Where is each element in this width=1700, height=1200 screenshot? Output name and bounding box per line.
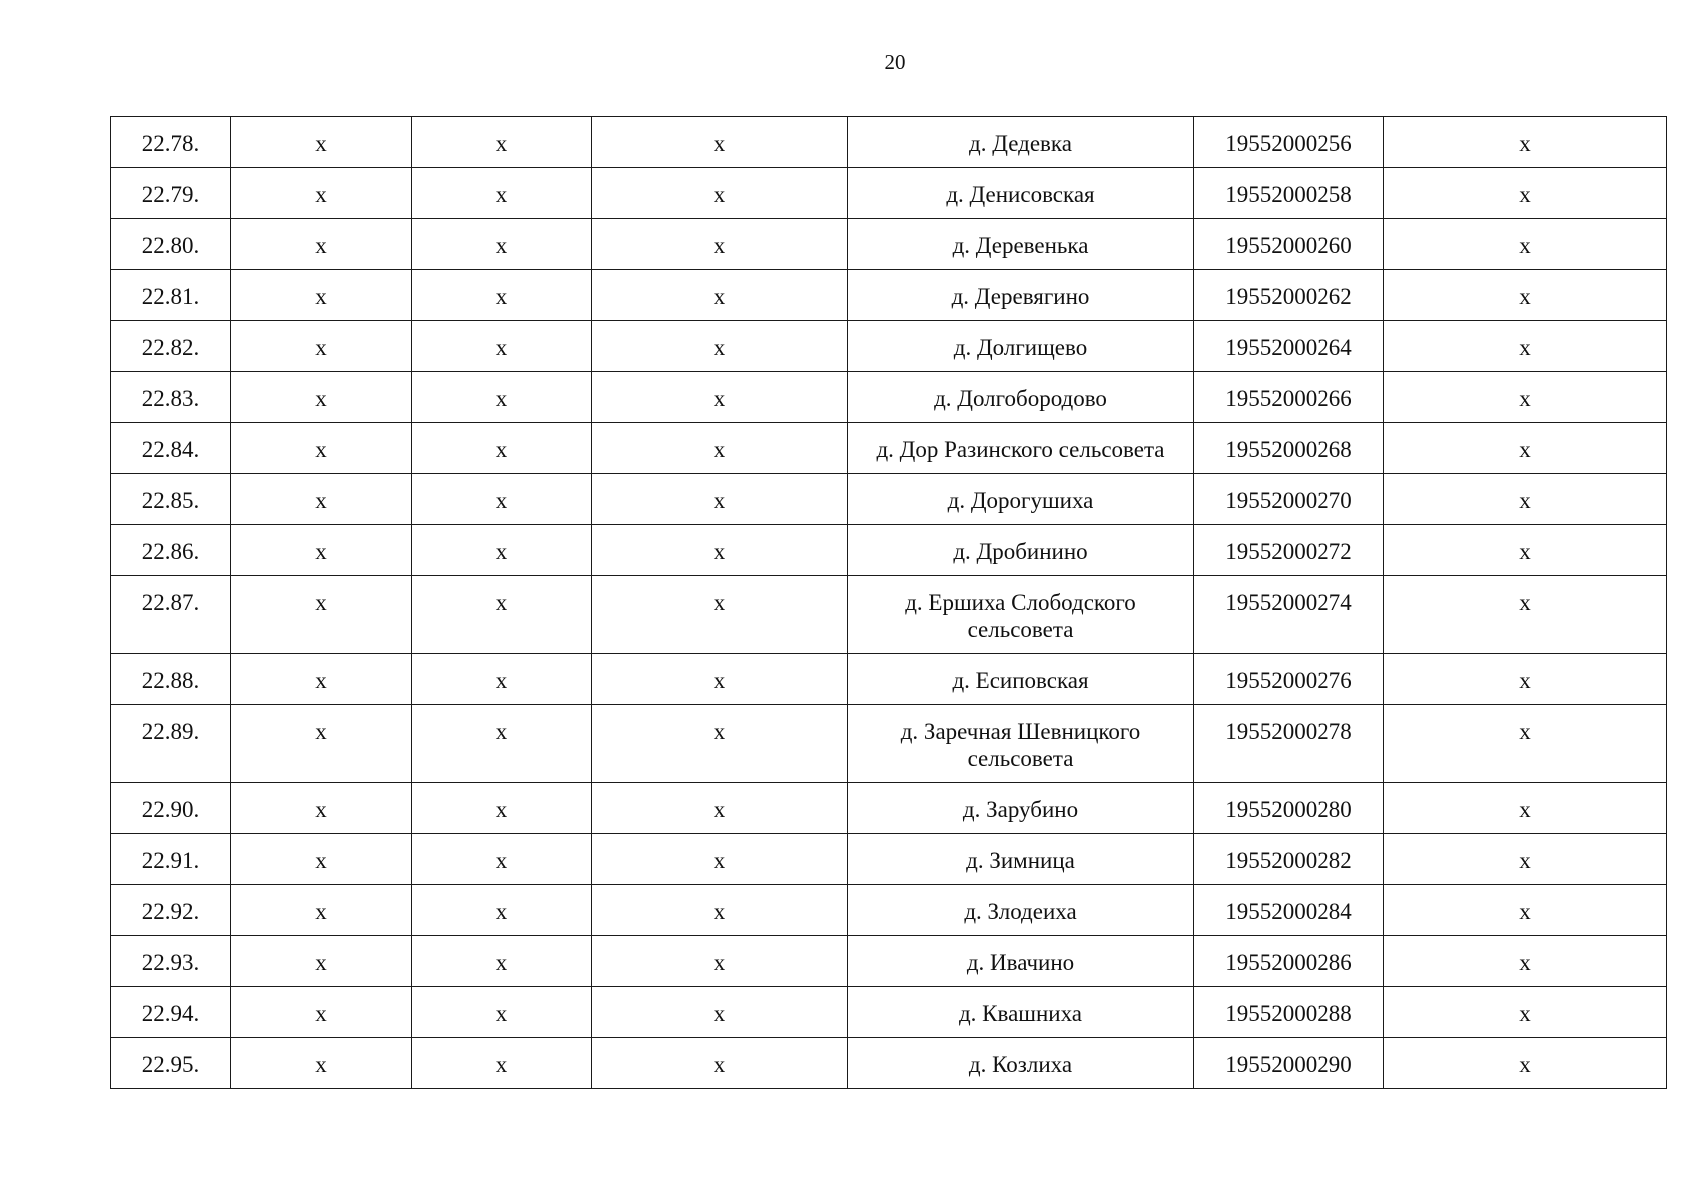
cell-col-2: x [231,936,412,987]
cell-col-7: x [1384,270,1667,321]
settlement-code: 19552000260 [1194,219,1384,270]
cell-col-7: x [1384,576,1667,654]
settlement-name: д. Деревенька [848,219,1194,270]
row-number: 22.93. [111,936,231,987]
cell-col-2: x [231,219,412,270]
cell-col-4: x [592,117,848,168]
cell-col-4: x [592,576,848,654]
settlement-code: 19552000258 [1194,168,1384,219]
settlement-code: 19552000268 [1194,423,1384,474]
cell-col-7: x [1384,321,1667,372]
cell-col-7: x [1384,1038,1667,1089]
cell-col-3: x [412,885,592,936]
settlement-name: д. Долгобородово [848,372,1194,423]
cell-col-4: x [592,783,848,834]
cell-col-3: x [412,834,592,885]
cell-col-4: x [592,1038,848,1089]
cell-col-3: x [412,423,592,474]
cell-col-7: x [1384,117,1667,168]
row-number: 22.91. [111,834,231,885]
cell-col-3: x [412,705,592,783]
row-number: 22.92. [111,885,231,936]
settlement-code: 19552000272 [1194,525,1384,576]
cell-col-4: x [592,423,848,474]
cell-col-7: x [1384,936,1667,987]
settlement-name: д. Зарубино [848,783,1194,834]
table-row [111,783,1667,834]
settlement-name: д. Дорогушиха [848,474,1194,525]
settlement-code: 19552000256 [1194,117,1384,168]
row-number: 22.82. [111,321,231,372]
row-number: 22.80. [111,219,231,270]
cell-col-3: x [412,474,592,525]
cell-col-4: x [592,885,848,936]
cell-col-3: x [412,168,592,219]
row-number: 22.81. [111,270,231,321]
settlement-name: д. Дробинино [848,525,1194,576]
row-number: 22.85. [111,474,231,525]
cell-col-2: x [231,654,412,705]
cell-col-4: x [592,936,848,987]
cell-col-4: x [592,834,848,885]
table-row [111,321,1667,372]
cell-col-4: x [592,705,848,783]
cell-col-2: x [231,1038,412,1089]
table-row [111,219,1667,270]
cell-col-2: x [231,168,412,219]
table-row [111,834,1667,885]
settlement-code: 19552000284 [1194,885,1384,936]
cell-col-7: x [1384,885,1667,936]
cell-col-3: x [412,321,592,372]
cell-col-3: x [412,576,592,654]
cell-col-7: x [1384,654,1667,705]
settlement-code: 19552000288 [1194,987,1384,1038]
settlement-name: д. Дор Разинского сельсовета [848,423,1194,474]
table-row [111,117,1667,168]
settlement-code: 19552000290 [1194,1038,1384,1089]
cell-col-7: x [1384,783,1667,834]
cell-col-3: x [412,219,592,270]
table-row [111,936,1667,987]
cell-col-7: x [1384,168,1667,219]
cell-col-2: x [231,525,412,576]
cell-col-2: x [231,117,412,168]
cell-col-7: x [1384,474,1667,525]
cell-col-3: x [412,270,592,321]
table-row [111,168,1667,219]
table-row [111,885,1667,936]
table-row [111,987,1667,1038]
cell-col-7: x [1384,372,1667,423]
settlement-code: 19552000280 [1194,783,1384,834]
cell-col-2: x [231,987,412,1038]
row-number: 22.88. [111,654,231,705]
settlement-name: д. Квашниха [848,987,1194,1038]
row-number: 22.86. [111,525,231,576]
cell-col-3: x [412,783,592,834]
settlement-name: д. Злодеиха [848,885,1194,936]
cell-col-4: x [592,219,848,270]
table-row [111,474,1667,525]
row-number: 22.94. [111,987,231,1038]
settlement-name: д. Дедевка [848,117,1194,168]
cell-col-7: x [1384,987,1667,1038]
cell-col-2: x [231,474,412,525]
cell-col-4: x [592,321,848,372]
cell-col-3: x [412,117,592,168]
table-row [111,525,1667,576]
cell-col-7: x [1384,219,1667,270]
cell-col-7: x [1384,525,1667,576]
cell-col-2: x [231,783,412,834]
settlement-code: 19552000282 [1194,834,1384,885]
settlement-code: 19552000276 [1194,654,1384,705]
settlement-code: 19552000278 [1194,705,1384,783]
cell-col-7: x [1384,423,1667,474]
settlement-code: 19552000286 [1194,936,1384,987]
row-number: 22.78. [111,117,231,168]
settlement-name: д. Есиповская [848,654,1194,705]
table-row [111,270,1667,321]
cell-col-4: x [592,372,848,423]
page-number: 20 [884,50,906,74]
row-number: 22.79. [111,168,231,219]
cell-col-7: x [1384,834,1667,885]
cell-col-2: x [231,834,412,885]
settlement-name: д. Козлиха [848,1038,1194,1089]
cell-col-3: x [412,525,592,576]
cell-col-2: x [231,705,412,783]
settlement-code: 19552000262 [1194,270,1384,321]
cell-col-2: x [231,885,412,936]
table-row [111,654,1667,705]
table-row [111,705,1667,783]
settlement-register-table [110,116,1667,1089]
cell-col-3: x [412,987,592,1038]
settlement-name: д. Заречная Шевницкого сельсовета [848,705,1194,783]
table-row [111,576,1667,654]
cell-col-3: x [412,936,592,987]
cell-col-3: x [412,1038,592,1089]
row-number: 22.89. [111,705,231,783]
settlement-name: д. Денисовская [848,168,1194,219]
row-number: 22.87. [111,576,231,654]
settlement-name: д. Зимница [848,834,1194,885]
cell-col-4: x [592,270,848,321]
cell-col-3: x [412,372,592,423]
cell-col-4: x [592,474,848,525]
row-number: 22.95. [111,1038,231,1089]
settlement-name: д. Ершиха Слободского сельсовета [848,576,1194,654]
cell-col-2: x [231,270,412,321]
settlement-code: 19552000266 [1194,372,1384,423]
cell-col-2: x [231,372,412,423]
table-row [111,423,1667,474]
settlement-name: д. Деревягино [848,270,1194,321]
settlement-code: 19552000264 [1194,321,1384,372]
settlement-name: д. Долгищево [848,321,1194,372]
row-number: 22.84. [111,423,231,474]
cell-col-4: x [592,987,848,1038]
cell-col-4: x [592,654,848,705]
cell-col-2: x [231,423,412,474]
cell-col-7: x [1384,705,1667,783]
settlement-name: д. Ивачино [848,936,1194,987]
cell-col-4: x [592,525,848,576]
table-row [111,1038,1667,1089]
row-number: 22.90. [111,783,231,834]
settlement-code: 19552000274 [1194,576,1384,654]
row-number: 22.83. [111,372,231,423]
settlement-code: 19552000270 [1194,474,1384,525]
cell-col-2: x [231,576,412,654]
cell-col-2: x [231,321,412,372]
cell-col-4: x [592,168,848,219]
table-row [111,372,1667,423]
cell-col-3: x [412,654,592,705]
